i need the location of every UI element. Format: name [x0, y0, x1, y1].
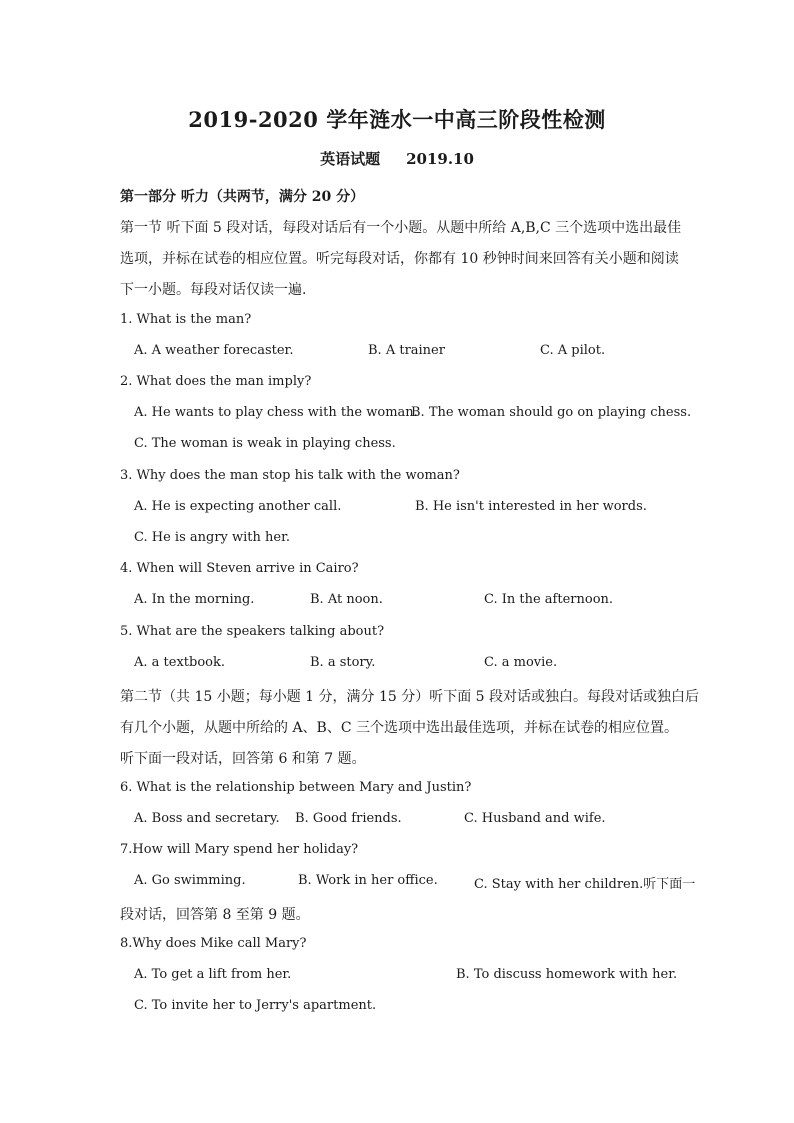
option-a[interactable]: A. Go swimming. — [134, 873, 246, 888]
option-a[interactable]: A. Boss and secretary. — [134, 811, 280, 826]
option-c[interactable]: C. Husband and wife. — [464, 811, 606, 826]
question-stem: 2. What does the man imply? — [120, 374, 312, 389]
question-stem: 4. When will Steven arrive in Cairo? — [120, 561, 359, 576]
part1-heading: 第一部分 听力（共两节，满分 20 分） — [120, 189, 365, 205]
option-c[interactable]: C. He is angry with her. — [134, 530, 291, 545]
section2-instruction-line: 听下面一段对话，回答第 6 和第 7 题。 — [120, 751, 366, 767]
option-b[interactable]: B. He isn't interested in her words. — [415, 499, 647, 514]
option-c[interactable]: C. In the afternoon. — [484, 592, 614, 607]
exam-date: 2019.10 — [406, 150, 474, 168]
section2-instruction-line: 段对话，回答第 8 至第 9 题。 — [120, 907, 310, 923]
option-a[interactable]: A. He wants to play chess with the woman. — [134, 405, 418, 420]
option-b[interactable]: B. A trainer — [368, 343, 445, 358]
option-b[interactable]: B. To discuss homework with her. — [456, 967, 678, 982]
option-c[interactable]: C. A pilot. — [540, 343, 606, 358]
question-stem: 3. Why does the man stop his talk with the woman? — [120, 468, 460, 483]
option-a[interactable]: A. A weather forecaster. — [134, 343, 294, 358]
question-stem: 5. What are the speakers talking about? — [120, 624, 385, 639]
section2-instruction-line: 有几个小题，从题中所给的 A、B、C 三个选项中选出最佳选项，并标在试卷的相应位置。 — [120, 720, 679, 736]
question-stem: 7.How will Mary spend her holiday? — [120, 842, 359, 857]
option-c[interactable]: C. To invite her to Jerry's apartment. — [134, 998, 377, 1013]
exam-subtitle — [0, 148, 794, 169]
option-c[interactable]: C. Stay with her children.听下面一 — [474, 877, 696, 892]
section1-instruction-line: 下一小题。每段对话仅读一遍. — [120, 282, 307, 298]
option-a[interactable]: A. He is expecting another call. — [134, 499, 342, 514]
question-stem: 8.Why does Mike call Mary? — [120, 936, 307, 951]
option-a[interactable]: A. To get a lift from her. — [134, 967, 292, 982]
option-b[interactable]: B. At noon. — [310, 592, 383, 607]
question-stem: 1. What is the man? — [120, 312, 252, 327]
option-a[interactable]: A. In the morning. — [134, 592, 255, 607]
option-b[interactable]: B. a story. — [310, 655, 376, 670]
option-b[interactable]: B. Work in her office. — [298, 873, 438, 888]
option-b[interactable]: B. The woman should go on playing chess. — [411, 405, 692, 420]
section2-instruction-line: 第二节（共 15 小题；每小题 1 分，满分 15 分）听下面 5 段对话或独白。每段对话或独白后 — [120, 689, 700, 705]
section1-instruction-line: 选项，并标在试卷的相应位置。听完每段对话，你都有 10 秒钟时间来回答有关小题和阅读 — [120, 251, 679, 267]
option-c[interactable]: C. a movie. — [484, 655, 558, 670]
option-b[interactable]: B. Good friends. — [295, 811, 402, 826]
section1-instruction-line: 第一节 听下面 5 段对话，每段对话后有一个小题。从题中所给 A,B,C 三个选项中选出最佳 — [120, 220, 682, 236]
option-a[interactable]: A. a textbook. — [134, 655, 225, 670]
option-c[interactable]: C. The woman is weak in playing chess. — [134, 436, 396, 451]
subject-label: 英语试题 — [320, 150, 381, 168]
question-stem: 6. What is the relationship between Mary and Justin? — [120, 780, 472, 795]
exam-title: 2019-2020 学年涟水一中高三阶段性检测 — [188, 107, 606, 132]
